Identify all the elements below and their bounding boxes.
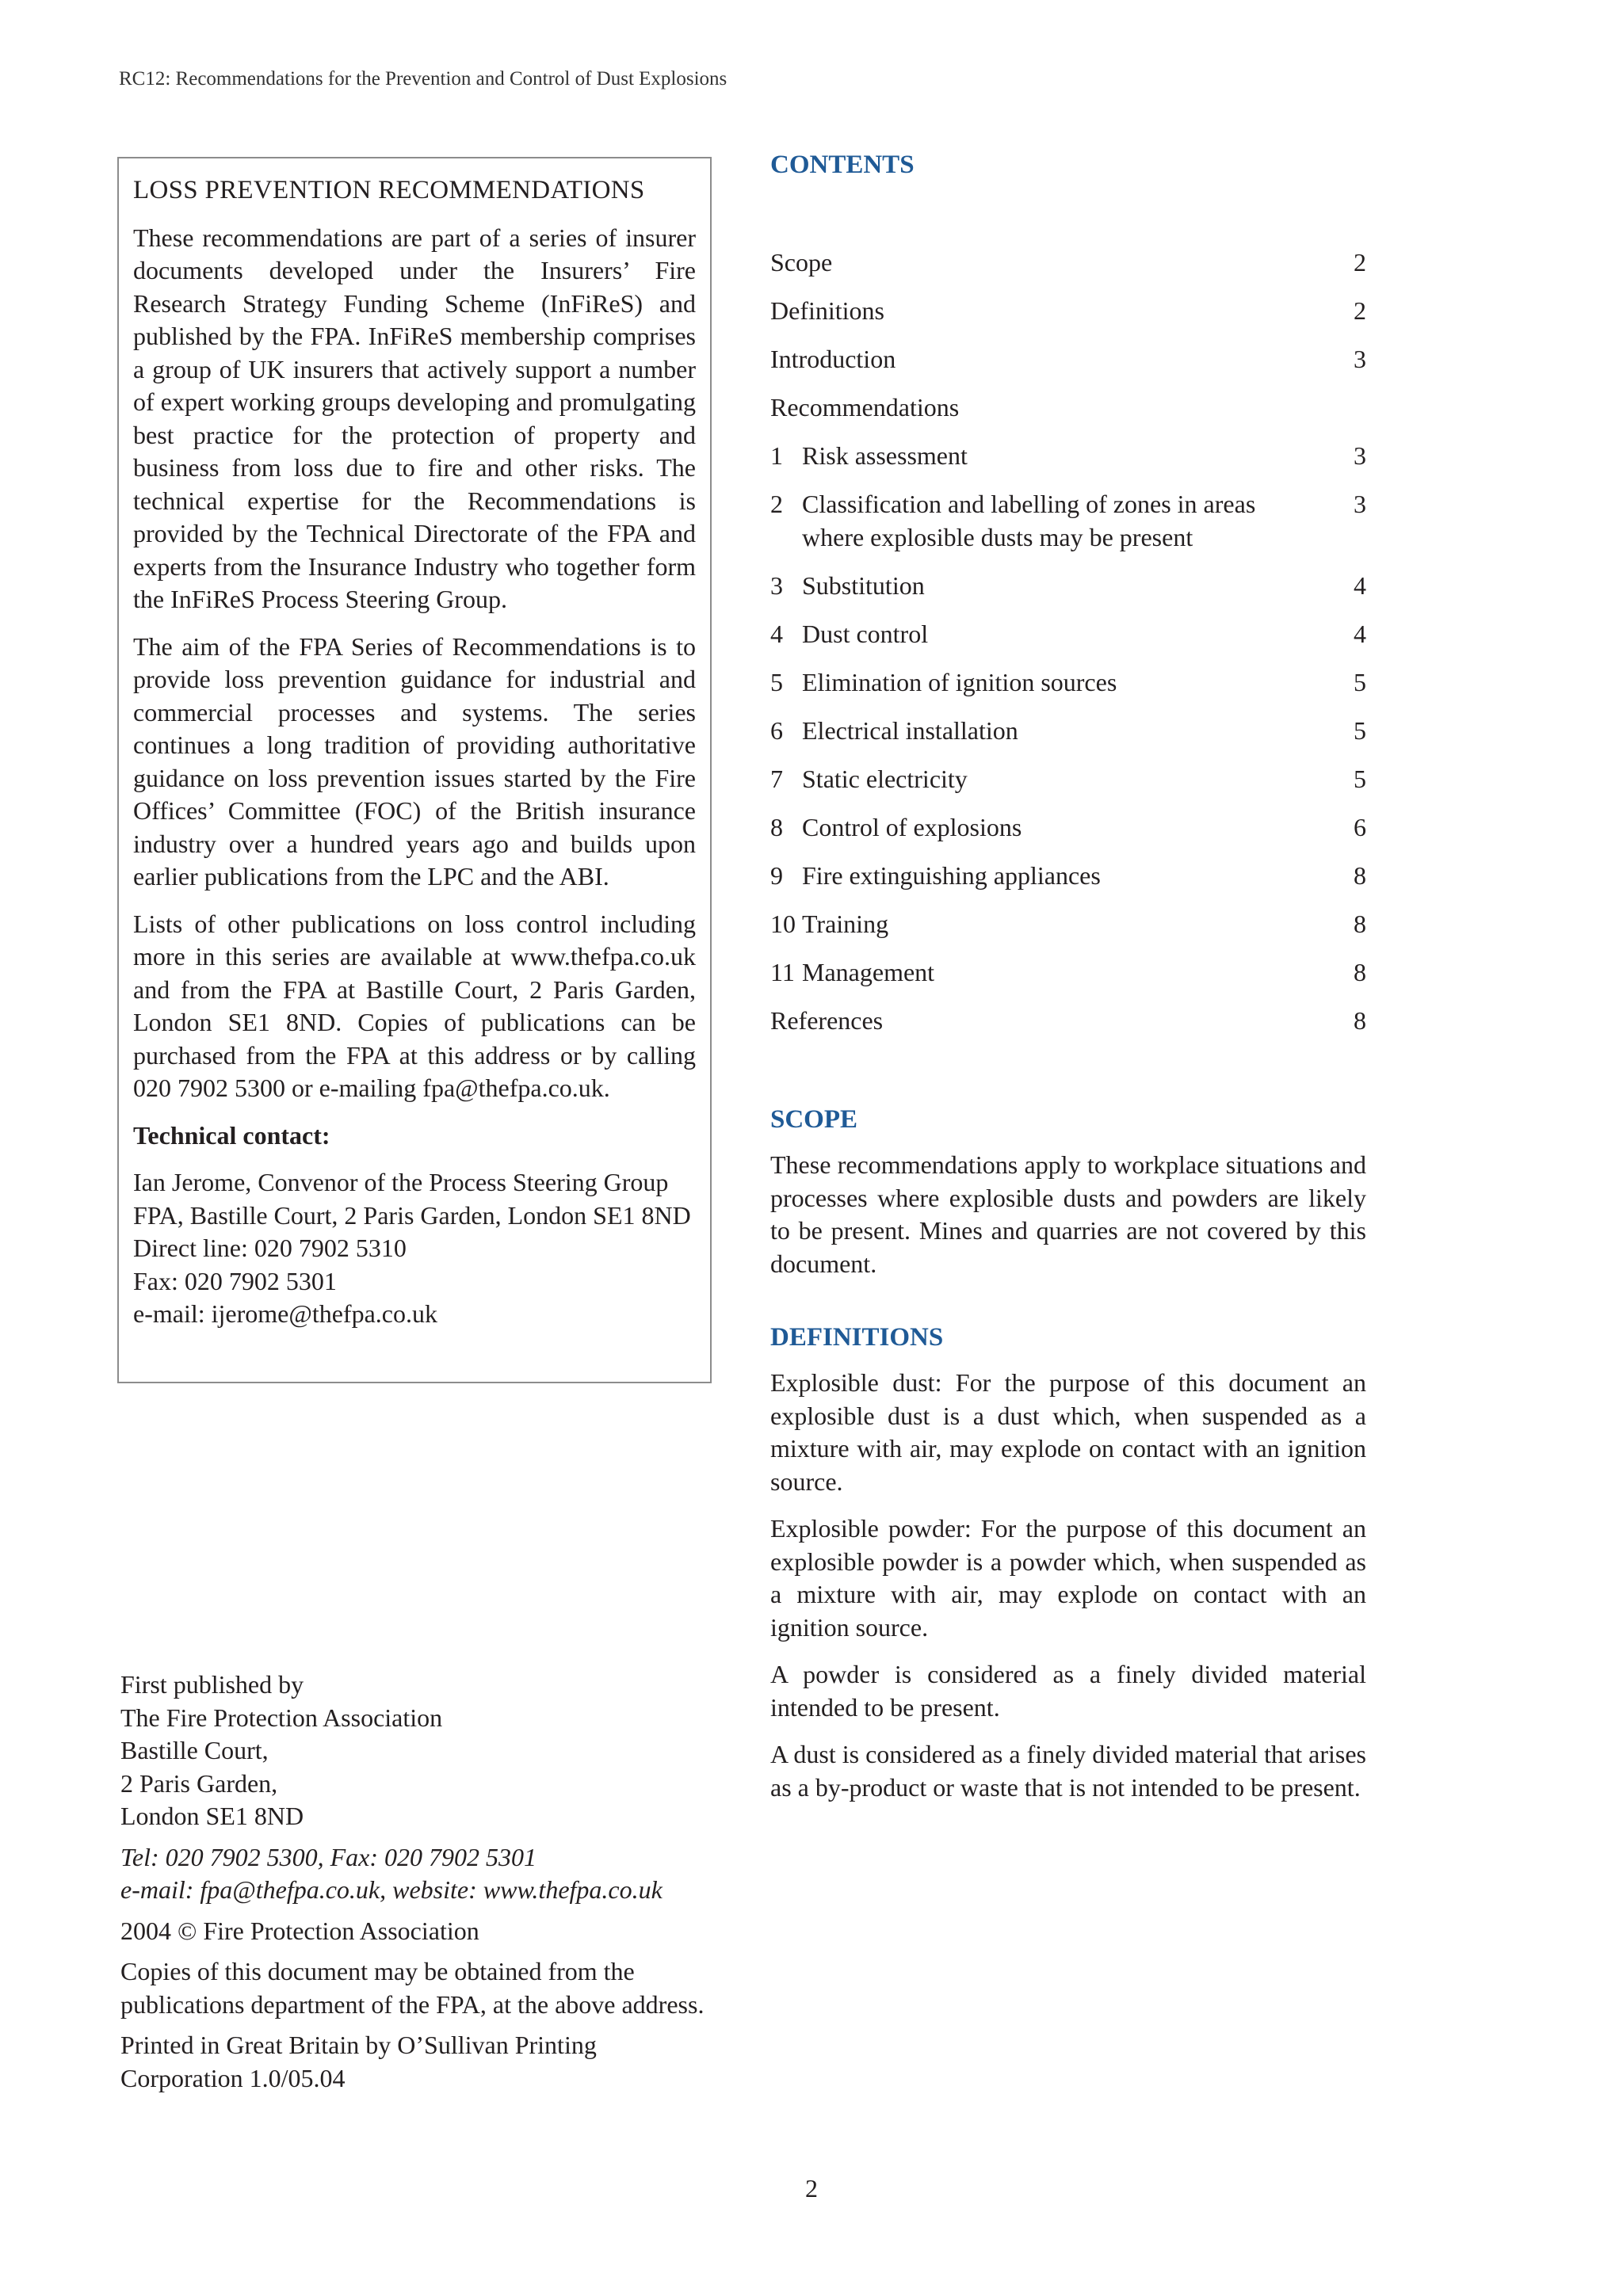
contents-number: 2 bbox=[770, 490, 783, 518]
contents-page: 3 bbox=[1354, 490, 1366, 518]
contents-number: 11 bbox=[770, 957, 795, 986]
contents-number: 3 bbox=[770, 570, 783, 600]
definition-paragraph: A powder is considered as a finely divided material intended to be present. bbox=[770, 1660, 1366, 1722]
contents-row bbox=[770, 666, 1366, 700]
contents-row bbox=[770, 860, 1366, 893]
email-website-line: e-mail: fpa@thefpa.co.uk, website: www.thefpa.co.uk bbox=[120, 1875, 663, 1904]
contact-line: e-mail: ijerome@thefpa.co.uk bbox=[133, 1299, 437, 1328]
contents-page: 6 bbox=[1354, 812, 1366, 841]
scope-heading: SCOPE bbox=[770, 1105, 858, 1134]
contents-label: Definitions bbox=[770, 296, 884, 325]
contents-entry bbox=[770, 1005, 1277, 1038]
contents-row bbox=[770, 811, 1366, 845]
contents-entry bbox=[770, 763, 1309, 796]
contents-heading: CONTENTS bbox=[770, 151, 915, 179]
contents-label: Fire extinguishing appliances bbox=[802, 860, 1101, 890]
contents-number: 8 bbox=[770, 812, 783, 841]
contact-line: Direct line: 020 7902 5310 bbox=[133, 1234, 407, 1262]
contents-row bbox=[770, 956, 1366, 990]
contents-list bbox=[770, 246, 1366, 1037]
loss-prevention-para-2: The aim of the FPA Series of Recommendations is to provide loss prevention guidance for industrial and commercial processes and systems. The series continues a long tradition of providing authoritative guidance on loss prevention issues started by the Fire Offices’ Committee (FOC) of the British insurance industry over a hundred years ago and builds upon earlier publications from the LPC and the ABI. bbox=[133, 631, 696, 891]
contents-page: 5 bbox=[1354, 667, 1366, 696]
contents-row bbox=[770, 1005, 1366, 1038]
contents-number: 6 bbox=[770, 715, 783, 745]
contents-row bbox=[770, 391, 1366, 425]
printer-note: Printed in Great Britain by O’Sullivan Printing Corporation 1.0/05.04 bbox=[120, 2031, 597, 2092]
contents-row bbox=[770, 246, 1366, 280]
contents-number: 1 bbox=[770, 441, 783, 470]
copyright-line: 2004 © Fire Protection Association bbox=[120, 1916, 479, 1945]
contents-page: 3 bbox=[1354, 441, 1366, 470]
contents-entry bbox=[770, 618, 1309, 651]
contents-entry bbox=[770, 488, 1309, 554]
contents-label: Control of explosions bbox=[802, 812, 1022, 841]
contact-line: Fax: 020 7902 5301 bbox=[133, 1266, 337, 1295]
contact-line: FPA, Bastille Court, 2 Paris Garden, London SE1 8ND bbox=[133, 1200, 691, 1230]
publisher-address bbox=[120, 1669, 707, 1833]
contents-entry bbox=[770, 343, 1277, 376]
contents-label: Scope bbox=[770, 248, 833, 277]
contents-page: 4 bbox=[1354, 570, 1366, 600]
contact-line: Ian Jerome, Convenor of the Process Steering Group bbox=[133, 1168, 669, 1196]
running-head: RC12: Recommendations for the Prevention and Control of Dust Explosions bbox=[119, 68, 727, 90]
contents-label: References bbox=[770, 1005, 884, 1035]
contents-label: Management bbox=[802, 957, 935, 986]
technical-contact-details bbox=[133, 1166, 696, 1331]
contents-entry bbox=[770, 666, 1309, 700]
publisher-contact bbox=[120, 1841, 707, 1907]
definitions-heading: DEFINITIONS bbox=[770, 1323, 944, 1352]
contents-label: Elimination of ignition sources bbox=[802, 667, 1117, 696]
contents-number: 4 bbox=[770, 619, 783, 648]
contents-row bbox=[770, 618, 1366, 651]
contents-entry bbox=[770, 860, 1309, 893]
contents-row bbox=[770, 715, 1366, 748]
definition-paragraph: Explosible dust: For the purpose of this document an explosible dust is a dust which, when suspended as a mixture with air, may explode on contact with an ignition source. bbox=[770, 1368, 1366, 1496]
technical-contact-label: Technical contact: bbox=[133, 1120, 330, 1150]
contents-entry bbox=[770, 956, 1309, 990]
contents-page: 8 bbox=[1354, 957, 1366, 986]
scope-text: These recommendations apply to workplace situations and processes where explosible dusts and powders are likely to be present. Mines and quarries are not covered by this document. bbox=[770, 1150, 1366, 1278]
loss-prevention-box bbox=[117, 157, 712, 1383]
loss-prevention-para-1: These recommendations are part of a series of insurer documents developed under the Insurers’ Fire Research Strategy Funding Scheme (InFiReS) and published by the FPA. InFiReS membership comprises a group of UK insurers that actively support a number of expert working groups developing and promulgating best practice for the protection of property and business from loss due to fire and other risks. The technical expertise for the Recommendations is provided by the Technical Directorate of the FPA and experts from the Insurance Industry who together form the InFiReS Process Steering Group. bbox=[133, 223, 696, 613]
contents-page: 2 bbox=[1354, 296, 1366, 325]
contents-page: 4 bbox=[1354, 619, 1366, 648]
contents-number: 9 bbox=[770, 860, 783, 890]
contents-label: Recommendations bbox=[770, 393, 960, 421]
contents-entry bbox=[770, 908, 1309, 941]
contents-row bbox=[770, 295, 1366, 328]
contents-entry bbox=[770, 391, 1277, 425]
tel-fax-line: Tel: 020 7902 5300, Fax: 020 7902 5301 bbox=[120, 1842, 537, 1871]
address-line: First published by bbox=[120, 1670, 304, 1699]
address-line: London SE1 8ND bbox=[120, 1802, 304, 1830]
address-line: 2 Paris Garden, bbox=[120, 1768, 278, 1798]
contents-row bbox=[770, 570, 1366, 603]
contents-label: Dust control bbox=[802, 619, 929, 648]
definition-paragraph: A dust is considered as a finely divided material that arises as a by-product or waste that is not intended to be present. bbox=[770, 1740, 1366, 1802]
contents-entry bbox=[770, 570, 1309, 603]
contents-row bbox=[770, 343, 1366, 376]
contents-entry bbox=[770, 715, 1309, 748]
contents-label: Introduction bbox=[770, 345, 896, 373]
left-column bbox=[117, 157, 712, 1383]
contents-label: Static electricity bbox=[802, 764, 968, 793]
contents-label: Classification and labelling of zones in areas where explosible dusts may be present bbox=[802, 490, 1256, 551]
contents-row bbox=[770, 488, 1366, 554]
page-number: 2 bbox=[805, 2174, 818, 2203]
contents-number: 5 bbox=[770, 667, 783, 696]
loss-prevention-title: LOSS PREVENTION RECOMMENDATIONS bbox=[133, 176, 645, 204]
contents-label: Training bbox=[802, 909, 889, 938]
loss-prevention-para-3: Lists of other publications on loss control including more in this series are available at www.thefpa.co.uk and from the FPA at Bastille Court, 2 Paris Garden, London SE1 8ND. Copies of publications can be purchased from the FPA at this address or by calling 020 7902 5300 or e-mailing fpa@thefpa.co.uk. bbox=[133, 909, 696, 1102]
contents-page: 5 bbox=[1354, 764, 1366, 793]
contents-number: 10 bbox=[770, 909, 796, 938]
contents-entry bbox=[770, 811, 1309, 845]
contents-number: 7 bbox=[770, 764, 783, 793]
contents-label: Electrical installation bbox=[802, 715, 1018, 745]
contents-page: 8 bbox=[1354, 1005, 1366, 1035]
contents-row bbox=[770, 763, 1366, 796]
address-line: Bastille Court, bbox=[120, 1736, 269, 1764]
contents-entry bbox=[770, 440, 1309, 473]
contents-page: 8 bbox=[1354, 909, 1366, 938]
contents-page: 2 bbox=[1354, 248, 1366, 277]
contents-row bbox=[770, 440, 1366, 473]
copies-note: Copies of this document may be obtained from the publications department of the FPA, at the above address. bbox=[120, 1957, 705, 2019]
definition-paragraph: Explosible powder: For the purpose of this document an explosible powder is a powder which, when suspended as a mixture with air, may explode on contact with an ignition source. bbox=[770, 1514, 1366, 1642]
contents-label: Substitution bbox=[802, 570, 925, 600]
contents-page: 8 bbox=[1354, 860, 1366, 890]
contents-entry bbox=[770, 246, 1277, 280]
address-line: The Fire Protection Association bbox=[120, 1703, 443, 1732]
contents-label: Risk assessment bbox=[802, 441, 968, 470]
contents-page: 3 bbox=[1354, 345, 1366, 373]
publication-imprint bbox=[120, 1669, 707, 2103]
contents-row bbox=[770, 908, 1366, 941]
contents-page: 5 bbox=[1354, 715, 1366, 745]
right-column bbox=[770, 151, 1366, 1804]
contents-entry bbox=[770, 295, 1277, 328]
